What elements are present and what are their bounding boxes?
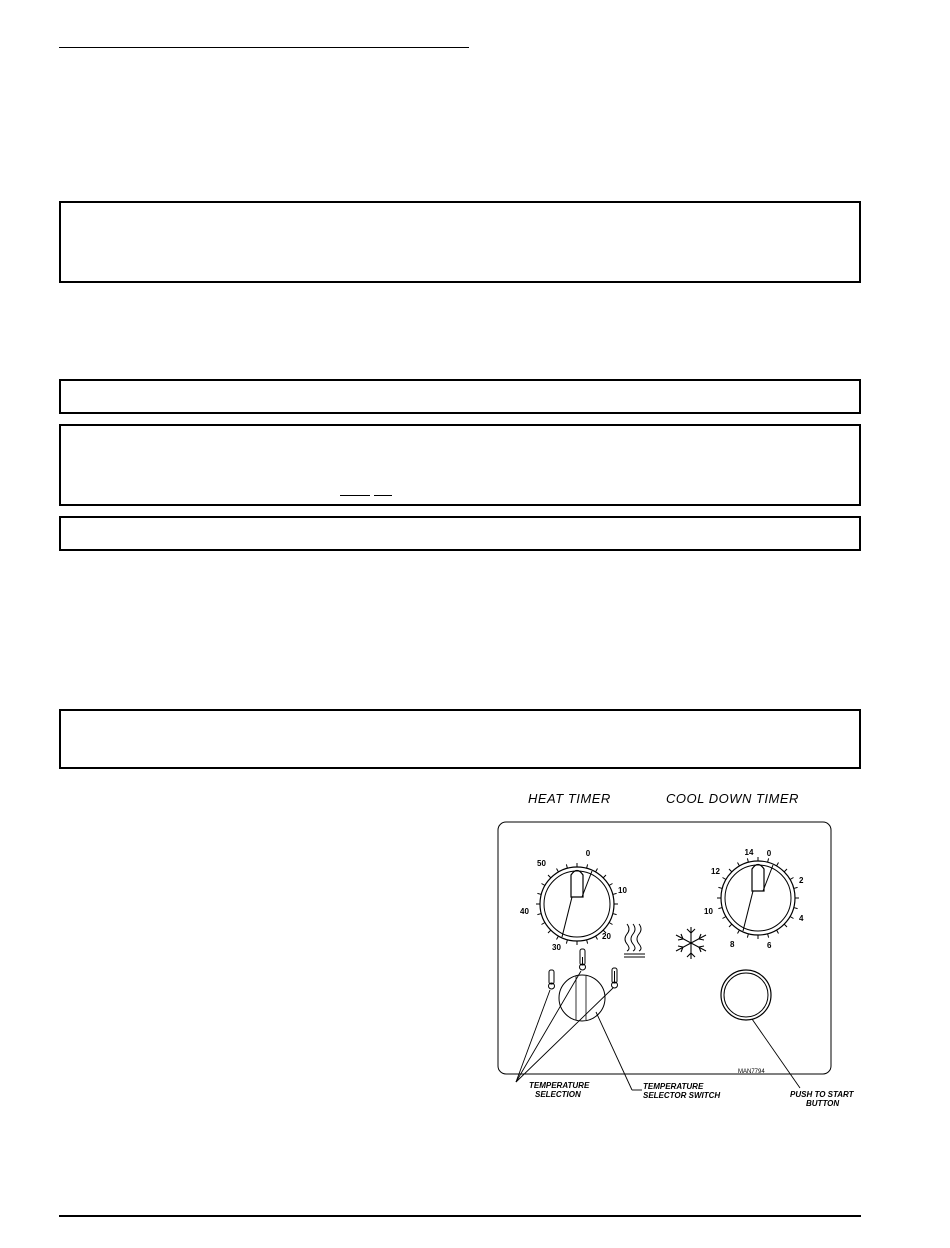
dial-tick: [613, 914, 617, 915]
push-to-start-button[interactable]: [721, 970, 771, 1020]
panel-outline: [498, 822, 831, 1074]
underline-mark: [340, 495, 370, 496]
cool-label-6: 6: [767, 941, 772, 950]
heat-label-0: 0: [585, 849, 591, 858]
temperature-selection-label-2: SELECTION: [535, 1090, 581, 1099]
thermometer-icon: [549, 970, 555, 989]
selector-switch-label-2: SELECTOR SWITCH: [643, 1091, 721, 1100]
dial-tick: [548, 930, 551, 933]
dial-tick: [784, 924, 787, 927]
cool-label-12: 12: [711, 867, 720, 876]
dial-tick: [790, 878, 793, 880]
heat-timer-title: HEAT TIMER: [528, 791, 611, 806]
heat-label-20: 20: [602, 932, 611, 941]
dial-tick: [794, 908, 798, 909]
heat-label-50: 50: [537, 859, 546, 868]
dial-tick: [537, 914, 541, 915]
heat-label-30: 30: [552, 943, 561, 952]
dial-tick: [747, 858, 748, 862]
dial-tick: [596, 868, 598, 871]
dial-tick: [729, 869, 732, 872]
thermometer-icon: [580, 949, 586, 970]
selector-switch-label: TEMPERATURE: [643, 1082, 704, 1091]
dial-tick: [768, 858, 769, 862]
dial-tick: [557, 936, 559, 939]
dial-tick: [596, 936, 598, 939]
dial-tick: [777, 862, 779, 865]
push-to-start-label-2: BUTTON: [806, 1099, 840, 1108]
notice-box-1: [59, 201, 861, 283]
dial-tick: [566, 864, 567, 868]
dial-tick: [738, 862, 740, 865]
dial-tick: [609, 923, 612, 925]
heat-icon: [624, 924, 645, 957]
notice-box-3: [59, 424, 861, 506]
dial-tick: [722, 878, 725, 880]
dial-tick: [566, 940, 567, 944]
cool-label-10: 10: [704, 907, 713, 916]
dial-tick: [718, 887, 722, 888]
cool-label-0: 0: [766, 849, 772, 858]
dial-tick: [747, 934, 748, 938]
notice-box-4: [59, 516, 861, 551]
cool-label-14: 14: [744, 848, 754, 857]
thermometer-icon: [612, 968, 618, 988]
temperature-selection-label: TEMPERATURE: [529, 1081, 590, 1090]
dial-tick: [729, 924, 732, 927]
dial-tick: [548, 875, 551, 878]
dial-tick: [790, 917, 793, 919]
dial-tick: [718, 908, 722, 909]
header-rule: [59, 47, 469, 48]
notice-box-5: [59, 709, 861, 769]
cool-down-timer-title: COOL DOWN TIMER: [666, 791, 799, 806]
cool-label-4: 4: [799, 914, 804, 923]
cool-label-8: 8: [730, 940, 735, 949]
push-to-start-label: PUSH TO START: [790, 1090, 854, 1099]
control-panel-figure: [490, 815, 870, 1115]
dial-tick: [541, 884, 544, 886]
dial-tick: [768, 934, 769, 938]
dial-tick: [557, 868, 559, 871]
dial-tick: [784, 869, 787, 872]
heat-label-40: 40: [520, 907, 529, 916]
cool-down-timer-knob[interactable]: [717, 857, 799, 939]
underline-mark: [374, 495, 392, 496]
dial-tick: [794, 887, 798, 888]
dial-tick: [537, 893, 541, 894]
figure-code: MAN7794: [738, 1069, 765, 1075]
dial-tick: [587, 940, 588, 944]
heat-label-10: 10: [618, 886, 627, 895]
dial-tick: [738, 930, 740, 933]
dial-tick: [603, 875, 606, 878]
footer-rule: [59, 1215, 861, 1217]
dial-tick: [613, 893, 617, 894]
dial-tick: [609, 884, 612, 886]
dial-tick: [587, 864, 588, 868]
snowflake-icon: [676, 927, 706, 959]
dial-tick: [777, 930, 779, 933]
temperature-selector-switch[interactable]: [559, 975, 605, 1021]
dial-tick: [722, 917, 725, 919]
dial-tick: [541, 923, 544, 925]
notice-box-2: [59, 379, 861, 414]
cool-label-2: 2: [799, 876, 804, 885]
